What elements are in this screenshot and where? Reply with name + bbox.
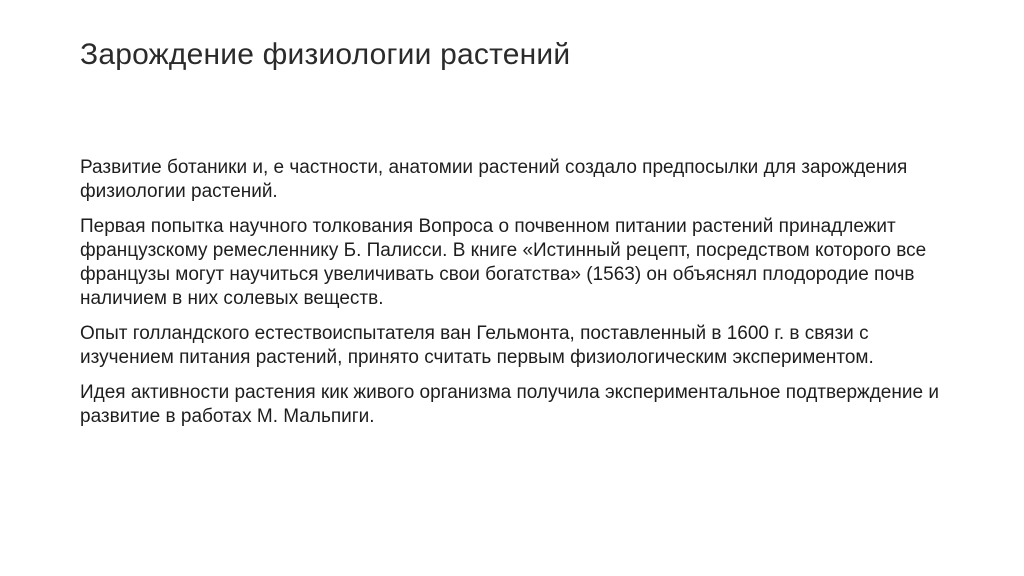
paragraph-botany-development: Развитие ботаники и, е частности, анатомии растений создало предпосылки для зарождения физиологии растений. xyxy=(80,157,908,202)
paragraph-malpighi: Идея активности растения кик живого организма получила экспериментальное подтверждение и развитие в работах М. Мальпиги. xyxy=(80,382,939,427)
slide-title: Зарождение физиологии растений xyxy=(80,38,571,71)
paragraph-palissy: Первая попытка научного толкования Вопроса о почвенном питании растений принадлежит французскому ремесленнику Б. Палисси. В книге «Истинный рецепт, посредством которого все французы могут научиться увеличивать свои богатства» (1563) он объяснял плодородие почв наличием в них солевых веществ. xyxy=(80,216,927,309)
paragraph-van-helmont: Опыт голландского естествоиспытателя ван Гельмонта, поставленный в 1600 г. в связи с изучением питания растений, принято считать первым физиологическим экспериментом. xyxy=(80,323,874,368)
slide-body xyxy=(80,156,955,440)
